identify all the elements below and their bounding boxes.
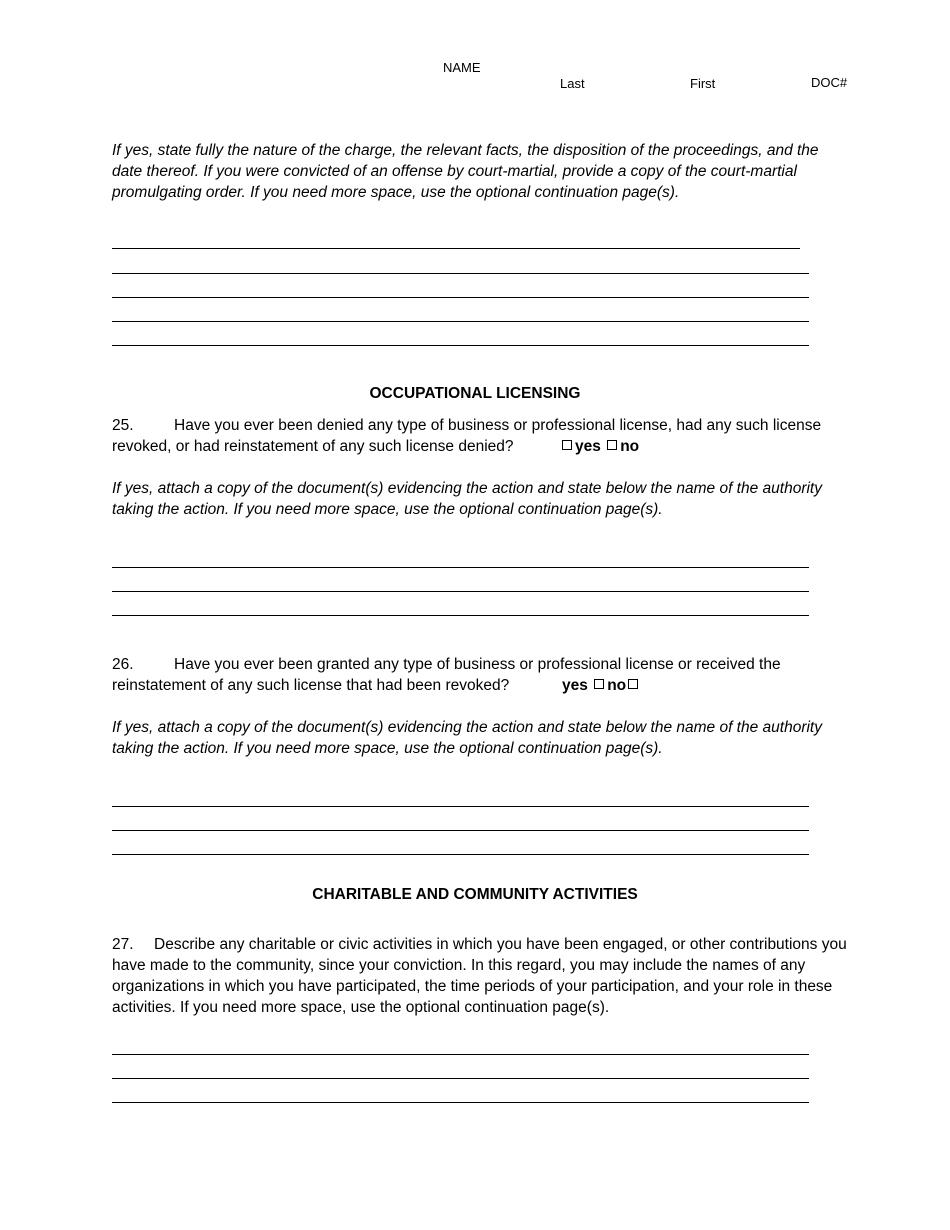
- question-26: [112, 654, 802, 696]
- question-26-choices: [562, 675, 641, 696]
- answer-line[interactable]: [112, 591, 809, 592]
- answer-line[interactable]: [112, 854, 809, 855]
- last-name-label: Last: [560, 76, 585, 91]
- yes-checkbox[interactable]: [594, 679, 604, 689]
- answer-line[interactable]: [112, 1102, 809, 1103]
- no-checkbox[interactable]: [628, 679, 638, 689]
- answer-line[interactable]: [112, 830, 809, 831]
- answer-line[interactable]: [112, 806, 809, 807]
- answer-line[interactable]: [112, 345, 809, 346]
- first-name-label: First: [690, 76, 716, 91]
- answer-line[interactable]: [112, 248, 800, 249]
- answer-line[interactable]: [112, 567, 809, 568]
- question-27: [112, 934, 847, 1018]
- no-label: no: [620, 438, 640, 455]
- question-25-text: Have you ever been denied any type of business or professional license, had any such license revoked, or had reinstatement of any such license denied?: [112, 417, 822, 455]
- no-label: no: [607, 677, 627, 694]
- answer-line[interactable]: [112, 615, 809, 616]
- question-25-instructions: If yes, attach a copy of the document(s) evidencing the action and state below the name of the authority taking the action. If you need more space, use the optional continuation page(s).: [112, 480, 822, 518]
- question-27-number: 27.: [112, 936, 134, 953]
- no-checkbox[interactable]: [607, 440, 617, 450]
- question-26-number: 26.: [112, 656, 134, 673]
- answer-line[interactable]: [112, 273, 809, 274]
- doc-number-label: DOC#: [811, 75, 848, 90]
- name-label: NAME: [443, 60, 481, 75]
- charitable-activities-heading: CHARITABLE AND COMMUNITY ACTIVITIES: [312, 886, 638, 903]
- answer-line[interactable]: [112, 321, 809, 322]
- conviction-instructions: If yes, state fully the nature of the charge, the relevant facts, the disposition of the proceedings, and the date thereof. If you were convicted of an offense by court-martial, provide a copy of the court-martial promulgating order. If you need more space, use the optional continuation page(s).: [112, 142, 819, 201]
- occupational-licensing-heading: OCCUPATIONAL LICENSING: [369, 385, 581, 402]
- answer-line[interactable]: [112, 1054, 809, 1055]
- question-26-text: Have you ever been granted any type of business or professional license or received the reinstatement of any such license that had been revoked?: [112, 656, 781, 694]
- answer-line[interactable]: [112, 297, 809, 298]
- question-25-number: 25.: [112, 417, 134, 434]
- yes-label: yes: [562, 677, 588, 694]
- answer-line[interactable]: [112, 1078, 809, 1079]
- yes-label: yes: [575, 438, 601, 455]
- yes-checkbox[interactable]: [562, 440, 572, 450]
- question-25-choices: [560, 436, 639, 457]
- question-27-text: Describe any charitable or civic activities in which you have been engaged, or other contributions you have made to the community, since your conviction. In this regard, you may include the names of any organizations in which you have participated, the time periods of your participation, and your role in these activities. If you need more space, use the optional continuation page(s).: [112, 936, 847, 1016]
- question-25: [112, 415, 832, 457]
- question-26-instructions: If yes, attach a copy of the document(s) evidencing the action and state below the name of the authority taking the action. If you need more space, use the optional continuation page(s).: [112, 719, 822, 757]
